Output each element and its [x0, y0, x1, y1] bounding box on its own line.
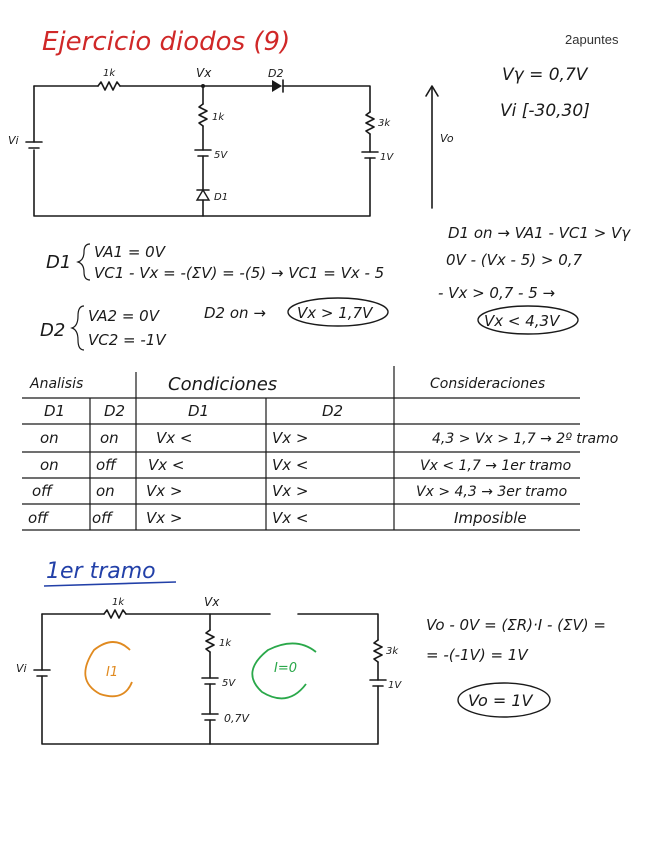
c2-vi-label: Vi: [16, 662, 27, 675]
d1-cond-line2: 0V - (Vx - 5) > 0,7: [446, 251, 583, 269]
vo-calc-line2: = -(-1V) = 1V: [426, 646, 528, 664]
table-cell: on: [40, 456, 59, 474]
c2-src-mid-label: 5V: [222, 678, 236, 689]
table-cell: Vx >: [272, 482, 309, 500]
table-cell: Vx <: [272, 509, 309, 527]
table-cell: off: [96, 456, 117, 474]
c1-d2-label: D2: [268, 67, 284, 80]
table-cell: off: [92, 509, 113, 527]
c2-loop2-label: I=0: [274, 661, 297, 676]
d1-eq-label: D1: [46, 252, 72, 273]
c1-r-right-label: 3k: [378, 118, 391, 129]
table-header-consideraciones: Consideraciones: [430, 376, 546, 392]
table-cell: Vx >: [146, 509, 183, 527]
d1-cond-result: Vx < 4,3V: [484, 312, 560, 330]
c1-r-top-label: 1k: [103, 68, 116, 79]
c1-node-label: Vx: [196, 66, 212, 80]
table-sub-d2-a: D2: [104, 402, 126, 420]
page-title: Ejercicio diodos (9): [42, 27, 291, 57]
c2-loop1-label: I1: [106, 665, 119, 680]
table-cell: on: [96, 482, 115, 500]
table-row: [32, 482, 567, 500]
table-cell: Vx >: [272, 429, 309, 447]
table-cell: on: [100, 429, 119, 447]
c1-d1-label: D1: [214, 192, 229, 203]
table-row: [28, 509, 527, 527]
d1-cond-line3: - Vx > 0,7 - 5 →: [438, 284, 556, 302]
table-sub-d2-b: D2: [322, 402, 344, 420]
table-sub-d1-b: D1: [188, 402, 210, 420]
c1-src-right-label: 1V: [380, 152, 394, 163]
d1-eq-line1: VA1 = 0V: [94, 243, 165, 261]
circuit-1: [26, 80, 438, 216]
table-sub-d1-a: D1: [44, 402, 66, 420]
c1-r-mid-label: 1k: [212, 112, 225, 123]
vo-calc-line1: Vo - 0V = (ΣR)·I - (ΣV) =: [426, 616, 606, 634]
given-vd: Vγ = 0,7V: [502, 65, 588, 85]
c1-vo-label: Vo: [440, 132, 454, 145]
c2-r-mid-label: 1k: [219, 638, 232, 649]
table-cell: off: [28, 509, 49, 527]
table-row: [40, 456, 571, 474]
table-header-analisis: Analisis: [30, 376, 84, 392]
c1-src-mid-label: 5V: [214, 150, 228, 161]
table-cell: Imposible: [454, 509, 527, 527]
c2-src-d1-label: 0,7V: [224, 712, 250, 725]
c2-node-label: Vx: [204, 595, 220, 609]
table-cell: Vx >: [146, 482, 183, 500]
circuit-2: [34, 610, 386, 744]
table-cell: Vx <: [156, 429, 193, 447]
table-cell: Vx <: [272, 456, 309, 474]
d2-cond-result: Vx > 1,7V: [297, 304, 373, 322]
d2-eq-line2: VC2 = -1V: [88, 331, 166, 349]
table-cell: on: [40, 429, 59, 447]
table-cell: off: [32, 482, 53, 500]
vo-calc-result: Vo = 1V: [468, 691, 533, 710]
d1-eq-line2: VC1 - Vx = -(ΣV) = -(5) → VC1 = Vx - 5: [94, 264, 385, 282]
c1-vi-label: Vi: [8, 134, 19, 147]
table-cell: Vx < 1,7 → 1er tramo: [420, 458, 572, 474]
table-cell: Vx <: [148, 456, 185, 474]
c2-src-right-label: 1V: [388, 680, 402, 691]
table-cell: 4,3 > Vx > 1,7 → 2º tramo: [432, 431, 619, 447]
c2-r-top-label: 1k: [112, 597, 125, 608]
d2-eq-label: D2: [40, 320, 66, 341]
d1-cond-line1: D1 on → VA1 - VC1 > Vγ: [448, 224, 631, 242]
section-title: 1er tramo: [46, 559, 156, 584]
c2-r-right-label: 3k: [386, 646, 399, 657]
given-vi-range: Vi [-30,30]: [500, 101, 590, 121]
d2-eq-line1: VA2 = 0V: [88, 307, 159, 325]
d2-cond-text: D2 on →: [204, 304, 266, 322]
table-cell: Vx > 4,3 → 3er tramo: [416, 484, 568, 500]
table-row: [40, 429, 618, 447]
brand-label: 2apuntes: [565, 32, 619, 47]
table-header-condiciones: Condiciones: [168, 374, 278, 395]
